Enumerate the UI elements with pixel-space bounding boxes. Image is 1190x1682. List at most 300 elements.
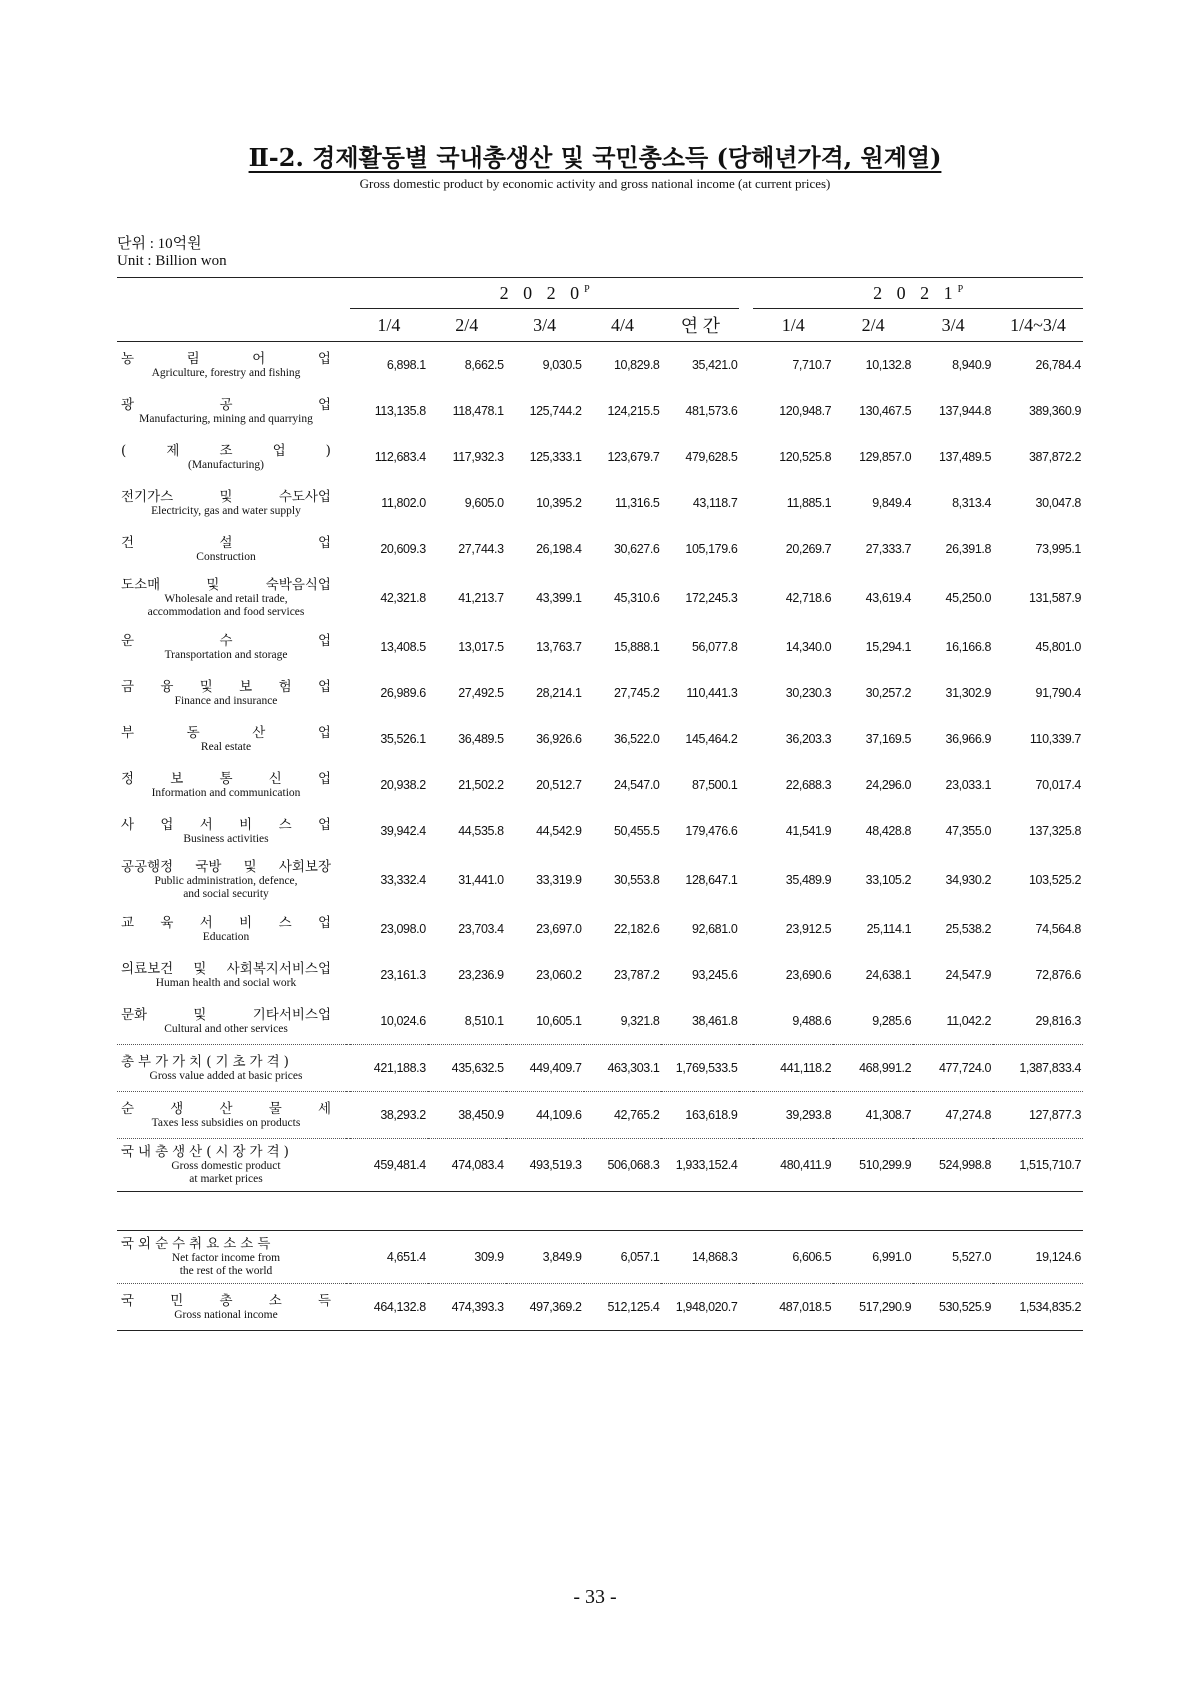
korean-label-part: 육 (160, 914, 174, 931)
table-row (117, 716, 1083, 762)
row-label-english: Human health and social work (155, 976, 297, 989)
value-cell: 137,489.5 (939, 450, 992, 464)
q2021-col-2: 3/4 (913, 309, 993, 342)
value-cell: 10,132.8 (865, 358, 912, 372)
row-label-english: Net factor income from (171, 1252, 281, 1264)
value-cell: 44,535.8 (458, 824, 504, 838)
value-cell: 29,816.3 (1035, 1014, 1081, 1028)
value-cell: 37,169.5 (865, 732, 912, 746)
value-cell: 33,105.2 (865, 873, 912, 887)
table-row (117, 998, 1083, 1045)
row-label (117, 854, 346, 906)
row-label-korean (121, 1293, 331, 1309)
value-cell: 47,274.8 (913, 1092, 993, 1139)
value-cell: 23,697.0 (536, 922, 582, 936)
korean-label-part: 업 (317, 724, 331, 741)
value-cell: 1,769,533.5 (661, 1045, 739, 1092)
value-cell: 23,161.3 (380, 968, 426, 982)
value-cell: 468,991.2 (833, 1045, 913, 1092)
value-cell: 5,527.0 (952, 1250, 992, 1264)
q2021-col-3: 1/4~3/4 (993, 309, 1083, 342)
value-cell: 87,500.1 (691, 778, 738, 792)
row-label-korean (121, 535, 331, 551)
value-cell: 31,441.0 (458, 873, 504, 887)
table-row (117, 1139, 1083, 1192)
gdp-table (117, 277, 1083, 1331)
value-cell: 130,467.5 (859, 404, 912, 418)
value-cell: 20,269.7 (785, 542, 832, 556)
row-label (117, 572, 346, 624)
value-cell: 13,408.5 (380, 640, 426, 654)
table-row (117, 670, 1083, 716)
value-cell: 21,502.2 (458, 778, 504, 792)
value-cell: 27,492.5 (458, 686, 504, 700)
value-cell: 26,784.4 (1035, 358, 1081, 372)
unit-english: Unit : Billion won (117, 253, 227, 269)
korean-label-part: 업 (317, 914, 331, 931)
value-cell: 9,285.6 (872, 1014, 912, 1028)
value-cell: 23,912.5 (785, 922, 832, 936)
value-cell: 24,547.0 (614, 778, 660, 792)
korean-label-part: 총 (219, 1292, 233, 1309)
value-cell: 41,213.7 (458, 591, 504, 605)
value-cell: 24,638.1 (865, 968, 912, 982)
row-label-english: Gross value added at basic prices (149, 1069, 303, 1082)
value-cell: 179,476.6 (685, 824, 738, 838)
korean-label-part: 산 (252, 724, 266, 741)
korean-label-part: 소 (268, 1292, 282, 1309)
value-cell: 47,355.0 (945, 824, 992, 838)
row-label (117, 342, 346, 389)
korean-label-part: ) (325, 442, 331, 459)
page-number: - 33 - (573, 1586, 617, 1608)
value-cell: 15,294.1 (865, 640, 912, 654)
row-label (117, 526, 346, 572)
value-cell: 389,360.9 (1028, 404, 1081, 418)
value-cell: 129,857.0 (859, 450, 912, 464)
table-row (117, 1231, 1083, 1284)
korean-label-part: 스 (278, 914, 292, 931)
korean-label-part: 공공행정 (121, 859, 174, 875)
value-cell: 9,030.5 (542, 358, 582, 372)
value-cell: 3,849.9 (542, 1250, 582, 1264)
row-label-korean (121, 1007, 331, 1023)
row-label-korean (121, 817, 331, 833)
value-cell: 125,744.2 (529, 404, 582, 418)
row-label-english: Information and communication (151, 786, 301, 799)
value-cell: 120,948.7 (779, 404, 832, 418)
table-row (117, 526, 1083, 572)
value-cell: 137,325.8 (1028, 824, 1081, 838)
korean-label-part: 서 (199, 914, 213, 931)
row-label-english: Manufacturing, mining and quarrying (139, 412, 313, 425)
korean-label-part: 업 (317, 770, 331, 787)
value-cell: 13,763.7 (536, 640, 582, 654)
value-cell: 8,662.5 (464, 358, 504, 372)
korean-label-part: 득 (317, 1292, 331, 1309)
value-cell: 41,541.9 (785, 824, 832, 838)
value-cell: 110,441.3 (686, 686, 738, 700)
value-cell: 1,534,835.2 (993, 1284, 1083, 1331)
korean-label-part: 사회보장 (278, 859, 331, 875)
value-cell: 463,303.1 (584, 1045, 662, 1092)
korean-label-part: 업 (317, 678, 331, 695)
value-cell: 11,885.1 (786, 496, 832, 510)
korean-label-part: 및 (243, 859, 257, 875)
row-label-english: Public administration, defence, (154, 875, 298, 887)
value-cell: 11,042.2 (946, 1014, 992, 1028)
value-cell: 45,801.0 (1035, 640, 1081, 654)
value-cell: 124,215.5 (607, 404, 660, 418)
value-cell: 23,098.0 (380, 922, 426, 936)
korean-label-part: 업 (317, 350, 331, 367)
korean-label-part: 험 (278, 678, 292, 695)
korean-label-part: 숙박음식업 (265, 577, 331, 593)
row-label-english: Education (202, 930, 250, 943)
row-label-english: Gross national income (174, 1308, 278, 1321)
value-cell: 113,135.8 (374, 404, 426, 418)
value-cell: 30,553.8 (614, 873, 660, 887)
korean-label-part: 업 (317, 632, 331, 649)
value-cell: 25,114.1 (866, 922, 912, 936)
q2020-col-1: 2/4 (428, 309, 506, 342)
value-cell: 9,488.6 (792, 1014, 832, 1028)
value-cell: 20,609.3 (380, 542, 426, 556)
row-label-korean (121, 443, 331, 459)
korean-label-part: 설 (219, 534, 233, 551)
korean-label-part: 스 (278, 816, 292, 833)
korean-label-part: 제 (166, 442, 180, 459)
value-cell: 145,464.2 (685, 732, 738, 746)
row-label-english: Transportation and storage (164, 648, 288, 661)
value-cell: 8,510.1 (464, 1014, 504, 1028)
value-cell: 6,606.5 (792, 1250, 832, 1264)
korean-label-part: 국 (121, 1292, 135, 1309)
row-label-korean (121, 489, 331, 505)
row-label-english: Gross domestic product (171, 1160, 281, 1172)
value-cell: 510,299.9 (833, 1139, 913, 1192)
row-label (117, 480, 346, 526)
row-label-english: and social security (183, 888, 269, 900)
korean-label-part: 림 (186, 350, 200, 367)
value-cell: 24,296.0 (865, 778, 912, 792)
value-cell: 13,017.5 (458, 640, 504, 654)
table-row (117, 1092, 1083, 1139)
value-cell: 30,257.2 (865, 686, 912, 700)
value-cell: 110,339.7 (1029, 732, 1081, 746)
table-row (117, 854, 1083, 906)
table-row (117, 808, 1083, 854)
value-cell: 28,214.1 (536, 686, 582, 700)
unit-korean: 단위 : 10억원 (117, 236, 202, 252)
table-row (117, 952, 1083, 998)
korean-label-part: 총부가가치(기초가격) (121, 1053, 293, 1070)
value-cell: 15,888.1 (614, 640, 660, 654)
korean-label-part: 교 (121, 914, 135, 931)
value-cell: 487,018.5 (753, 1284, 833, 1331)
row-label-english: at market prices (189, 1173, 263, 1185)
value-cell: 27,744.3 (458, 542, 504, 556)
value-cell: 1,387,833.4 (993, 1045, 1083, 1092)
value-cell: 42,321.8 (380, 591, 426, 605)
korean-label-part: 부 (121, 724, 135, 741)
value-cell: 127,877.3 (993, 1092, 1083, 1139)
value-cell: 36,926.6 (536, 732, 582, 746)
row-label (117, 670, 346, 716)
row-label (117, 1284, 346, 1331)
korean-label-part: 및 (206, 577, 220, 593)
value-cell: 7,710.7 (792, 358, 832, 372)
q2020-col-3: 4/4 (584, 309, 662, 342)
value-cell: 26,198.4 (536, 542, 582, 556)
value-cell: 11,802.0 (381, 496, 426, 510)
value-cell: 16,166.8 (945, 640, 992, 654)
value-cell: 74,564.8 (1035, 922, 1081, 936)
value-cell: 39,942.4 (380, 824, 426, 838)
value-cell: 93,245.6 (691, 968, 738, 982)
value-cell: 474,393.3 (428, 1284, 506, 1331)
value-cell: 27,333.7 (865, 542, 912, 556)
value-cell: 103,525.2 (1028, 873, 1081, 887)
korean-label-part: 건 (121, 534, 135, 551)
value-cell: 123,679.7 (607, 450, 660, 464)
year-header-2020: 2 0 2 $0^P$ (350, 278, 740, 309)
value-cell: 128,647.1 (685, 873, 738, 887)
korean-label-part: 전기가스 (121, 488, 174, 505)
value-cell: 24,547.9 (945, 968, 992, 982)
value-cell: 72,876.6 (1035, 968, 1081, 982)
row-label-english: Finance and insurance (174, 694, 278, 707)
value-cell: 22,182.6 (614, 922, 660, 936)
row-label-korean (121, 1236, 331, 1252)
row-label-english: (Manufacturing) (188, 458, 264, 471)
korean-label-part: 생 (170, 1100, 184, 1117)
row-label (117, 952, 346, 998)
value-cell: 41,308.7 (833, 1092, 913, 1139)
korean-label-part: 정 (121, 770, 135, 787)
value-cell: 44,542.9 (536, 824, 582, 838)
value-cell: 1,515,710.7 (993, 1139, 1083, 1192)
value-cell: 30,627.6 (614, 542, 660, 556)
row-label (117, 808, 346, 854)
korean-label-part: 수 (219, 632, 233, 649)
value-cell: 512,125.4 (584, 1284, 662, 1331)
table-row (117, 624, 1083, 670)
korean-label-part: 업 (317, 534, 331, 551)
value-cell: 36,489.5 (458, 732, 504, 746)
value-cell: 92,681.0 (691, 922, 738, 936)
value-cell: 35,489.9 (785, 873, 832, 887)
row-label-korean (121, 961, 331, 977)
value-cell: 20,938.2 (380, 778, 426, 792)
korean-label-part: 문화 (121, 1006, 148, 1023)
value-cell: 10,024.6 (380, 1014, 426, 1028)
row-label (117, 1045, 346, 1092)
table-row (117, 1045, 1083, 1092)
value-cell: 163,618.9 (661, 1092, 739, 1139)
value-cell: 45,310.6 (614, 591, 660, 605)
korean-label-part: 및 (193, 960, 207, 977)
row-label-english: accommodation and food services (147, 606, 305, 618)
korean-label-part: 신 (268, 770, 282, 787)
table-row (117, 572, 1083, 624)
value-cell: 30,047.8 (1035, 496, 1081, 510)
value-cell: 8,940.9 (952, 358, 992, 372)
value-cell: 9,605.0 (464, 496, 504, 510)
korean-label-part: 통 (219, 770, 233, 787)
row-label-korean (121, 1101, 331, 1117)
value-cell: 137,944.8 (939, 404, 992, 418)
value-cell: 43,399.1 (536, 591, 582, 605)
value-cell: 25,538.2 (945, 922, 992, 936)
value-cell: 172,245.3 (685, 591, 738, 605)
value-cell: 309.9 (474, 1250, 504, 1264)
korean-label-part: 업 (317, 816, 331, 833)
korean-label-part: 업 (317, 396, 331, 413)
value-cell: 10,395.2 (536, 496, 582, 510)
table-row (117, 388, 1083, 434)
korean-label-part: 농 (121, 350, 135, 367)
korean-label-part: 산 (219, 1100, 233, 1117)
row-label-english: Cultural and other services (164, 1022, 288, 1035)
value-cell: 449,409.7 (506, 1045, 584, 1092)
korean-label-part: 국내총생산(시장가격) (121, 1144, 293, 1160)
value-cell: 36,203.3 (785, 732, 832, 746)
value-cell: 33,332.4 (380, 873, 426, 887)
row-label-korean (121, 633, 331, 649)
value-cell: 45,250.0 (945, 591, 992, 605)
value-cell: 105,179.6 (685, 542, 738, 556)
korean-label-part: 융 (160, 678, 174, 695)
value-cell: 30,230.3 (785, 686, 832, 700)
korean-label-part: 서 (199, 816, 213, 833)
row-label (117, 624, 346, 670)
value-cell: 479,628.5 (685, 450, 738, 464)
value-cell: 20,512.7 (536, 778, 582, 792)
row-label-korean (121, 351, 331, 367)
row-label-english: the rest of the world (179, 1265, 273, 1277)
row-label (117, 1139, 346, 1192)
korean-label-part: 비 (239, 914, 253, 931)
korean-label-part: 사회복지서비스업 (226, 960, 331, 977)
row-label-english: Real estate (200, 740, 252, 753)
value-cell: 27,745.2 (614, 686, 660, 700)
page-subtitle: Gross domestic product by economic activity and gross national income (at current prices) (359, 176, 831, 191)
table-row (117, 342, 1083, 389)
table-row (117, 1284, 1083, 1331)
value-cell: 31,302.9 (945, 686, 992, 700)
value-cell: 6,898.1 (386, 358, 426, 372)
value-cell: 19,124.6 (1035, 1250, 1081, 1264)
value-cell: 118,478.1 (452, 404, 504, 418)
row-label (117, 1092, 346, 1139)
value-cell: 39,293.8 (753, 1092, 833, 1139)
value-cell: 464,132.8 (350, 1284, 428, 1331)
value-cell: 23,690.6 (785, 968, 832, 982)
row-label (117, 388, 346, 434)
korean-label-part: 및 (219, 488, 233, 505)
value-cell: 91,790.4 (1035, 686, 1081, 700)
korean-label-part: 조 (219, 442, 233, 459)
value-cell: 474,083.4 (428, 1139, 506, 1192)
value-cell: 441,118.2 (753, 1045, 833, 1092)
korean-label-part: 공 (219, 396, 233, 413)
korean-label-part: 기타서비스업 (252, 1006, 331, 1023)
table-row (117, 434, 1083, 480)
value-cell: 42,765.2 (584, 1092, 662, 1139)
korean-label-part: 운 (121, 632, 135, 649)
value-cell: 50,455.5 (614, 824, 660, 838)
value-cell: 506,068.3 (584, 1139, 662, 1192)
row-label-korean (121, 1144, 331, 1160)
korean-label-part: 민 (170, 1292, 184, 1309)
q2020-col-2: 3/4 (506, 309, 584, 342)
value-cell: 421,188.3 (350, 1045, 428, 1092)
value-cell: 481,573.6 (685, 404, 738, 418)
korean-label-part: 국외순수취요소소득 (121, 1236, 275, 1252)
row-label (117, 906, 346, 952)
q2020-col-4: 연 간 (661, 309, 739, 342)
value-cell: 125,333.1 (529, 450, 582, 464)
row-label-english: Wholesale and retail trade, (164, 593, 288, 605)
value-cell: 44,109.6 (506, 1092, 584, 1139)
value-cell: 36,966.9 (945, 732, 992, 746)
row-label-korean (121, 915, 331, 931)
korean-label-part: 국방 (195, 859, 222, 875)
value-cell: 23,787.2 (614, 968, 660, 982)
value-cell: 34,930.2 (945, 873, 992, 887)
value-cell: 4,651.4 (386, 1250, 426, 1264)
korean-label-part: 물 (268, 1100, 282, 1117)
korean-label-part: 동 (186, 724, 200, 741)
row-label (117, 434, 346, 480)
value-cell: 73,995.1 (1035, 542, 1081, 556)
korean-label-part: 의료보건 (121, 960, 174, 977)
q2021-col-0: 1/4 (753, 309, 833, 342)
value-cell: 26,989.6 (380, 686, 426, 700)
table-row (117, 480, 1083, 526)
value-cell: 70,017.4 (1035, 778, 1081, 792)
value-cell: 38,461.8 (691, 1014, 738, 1028)
value-cell: 6,057.1 (620, 1250, 660, 1264)
row-label (117, 762, 346, 808)
q2020-col-0: 1/4 (350, 309, 428, 342)
value-cell: 477,724.0 (913, 1045, 993, 1092)
q2021-col-1: 2/4 (833, 309, 913, 342)
value-cell: 493,519.3 (506, 1139, 584, 1192)
value-cell: 480,411.9 (753, 1139, 833, 1192)
value-cell: 11,316.5 (614, 496, 660, 510)
row-label-korean (121, 1054, 331, 1070)
row-label-korean (121, 679, 331, 695)
row-label-korean (121, 859, 331, 875)
value-cell: 36,522.0 (614, 732, 660, 746)
korean-label-part: 비 (239, 816, 253, 833)
value-cell: 530,525.9 (913, 1284, 993, 1331)
row-label-korean (121, 577, 331, 593)
korean-label-part: 순 (121, 1100, 135, 1117)
value-cell: 23,060.2 (536, 968, 582, 982)
korean-label-part: 보 (170, 770, 184, 787)
page-title: Ⅱ-2. 경제활동별 국내총생산 및 국민총소득 (당해년가격, 원계열) (248, 143, 942, 172)
korean-label-part: 어 (252, 350, 266, 367)
year-header-2021: 2 0 2 $1^P$ (753, 278, 1083, 309)
value-cell: 9,321.8 (620, 1014, 660, 1028)
value-cell: 43,619.4 (865, 591, 912, 605)
korean-label-part: 보 (239, 678, 253, 695)
value-cell: 23,236.9 (458, 968, 504, 982)
value-cell: 35,526.1 (380, 732, 426, 746)
